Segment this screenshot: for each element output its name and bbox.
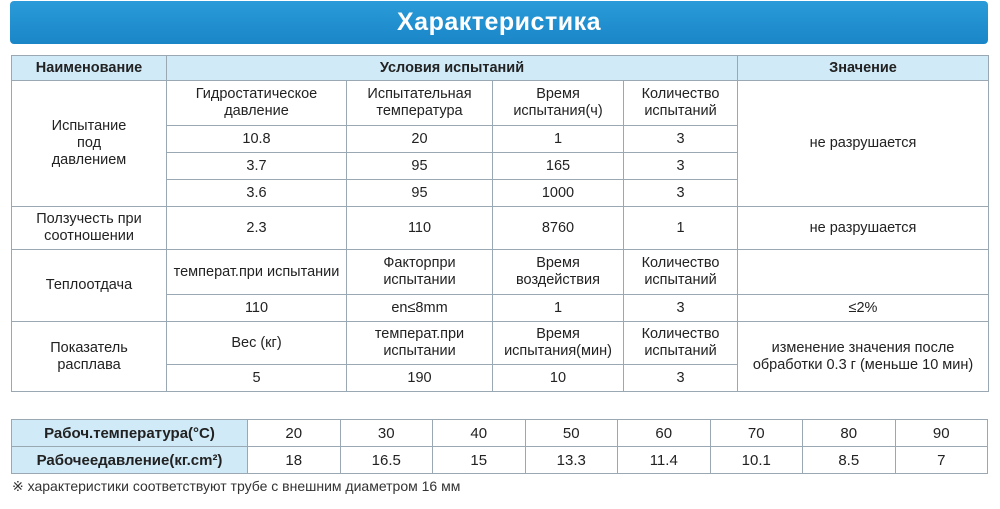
cell: en≤8mm: [347, 295, 493, 322]
title-bar: [10, 1, 988, 44]
pressure-test-value: не разрушается: [738, 81, 989, 207]
heat-subheader-row: [12, 250, 989, 295]
cell: 110: [167, 295, 347, 322]
pressure-subheader-3: Время испытания(ч): [493, 81, 624, 126]
temperature-cell: 50: [525, 420, 618, 447]
heat-value-empty: [738, 250, 989, 295]
melt-subheader-2: температ.при испытании: [347, 322, 493, 365]
pressure-label: Рабочеедавление(кг.cm²): [12, 447, 248, 474]
cell: 1: [624, 207, 738, 250]
header-row: [12, 56, 989, 81]
cell: 3: [624, 180, 738, 207]
temperature-cell: 90: [895, 420, 988, 447]
temperature-row: [12, 420, 988, 447]
pressure-cell: 15: [433, 447, 526, 474]
creep-row: [12, 207, 989, 250]
cell: 3: [624, 295, 738, 322]
melt-subheader-row: [12, 322, 989, 365]
pressure-cell: 10.1: [710, 447, 803, 474]
melt-subheader-1: Вес (кг): [167, 322, 347, 365]
melt-subheader-4: Количество испытаний: [624, 322, 738, 365]
pressure-subheader-row: [12, 81, 989, 126]
heat-subheader-4: Количество испытаний: [624, 250, 738, 295]
cell: 10.8: [167, 126, 347, 153]
temperature-label: Рабоч.температура(°C): [12, 420, 248, 447]
pressure-cell: 11.4: [618, 447, 711, 474]
cell: 3: [624, 126, 738, 153]
characteristics-table: [11, 55, 989, 392]
cell: 2.3: [167, 207, 347, 250]
heat-subheader-2: Факторпри испытании: [347, 250, 493, 295]
cell: 20: [347, 126, 493, 153]
pressure-subheader-4: Количество испытаний: [624, 81, 738, 126]
pressure-cell: 7: [895, 447, 988, 474]
cell: 5: [167, 365, 347, 392]
cell: 1: [493, 295, 624, 322]
creep-value: не разрушается: [738, 207, 989, 250]
heat-subheader-3: Время воздействия: [493, 250, 624, 295]
cell: 10: [493, 365, 624, 392]
melt-value: изменение значения после обработки 0.3 г (меньше 10 мин): [738, 322, 989, 392]
melt-subheader-3: Время испытания(мин): [493, 322, 624, 365]
melt-name: Показатель расплава: [12, 322, 167, 392]
temperature-cell: 20: [248, 420, 341, 447]
pressure-test-name: Испытание под давлением: [12, 81, 167, 207]
pressure-cell: 8.5: [803, 447, 896, 474]
pressure-row: [12, 447, 988, 474]
creep-name: Ползучесть при соотношении: [12, 207, 167, 250]
heat-subheader-1: температ.при испытании: [167, 250, 347, 295]
header-value: Значение: [738, 56, 989, 81]
heat-value: ≤2%: [738, 295, 989, 322]
pressure-cell: 18: [248, 447, 341, 474]
cell: 3: [624, 153, 738, 180]
temperature-pressure-table: [11, 419, 988, 474]
heat-name: Теплоотдача: [12, 250, 167, 322]
pressure-cell: 16.5: [340, 447, 433, 474]
cell: 3.7: [167, 153, 347, 180]
cell: 1: [493, 126, 624, 153]
cell: 165: [493, 153, 624, 180]
temperature-cell: 60: [618, 420, 711, 447]
cell: 95: [347, 153, 493, 180]
cell: 190: [347, 365, 493, 392]
pressure-subheader-2: Испытательная температура: [347, 81, 493, 126]
temperature-cell: 30: [340, 420, 433, 447]
header-conditions: Условия испытаний: [167, 56, 738, 81]
cell: 110: [347, 207, 493, 250]
temperature-cell: 80: [803, 420, 896, 447]
cell: 8760: [493, 207, 624, 250]
temperature-cell: 40: [433, 420, 526, 447]
cell: 95: [347, 180, 493, 207]
page-title: Характеристика: [397, 8, 601, 36]
temperature-cell: 70: [710, 420, 803, 447]
header-name: Наименование: [12, 56, 167, 81]
cell: 3: [624, 365, 738, 392]
cell: 3.6: [167, 180, 347, 207]
footnote: ※ характеристики соответствуют трубе с внешним диаметром 16 мм: [12, 478, 461, 494]
pressure-subheader-1: Гидростатическое давление: [167, 81, 347, 126]
cell: 1000: [493, 180, 624, 207]
pressure-cell: 13.3: [525, 447, 618, 474]
